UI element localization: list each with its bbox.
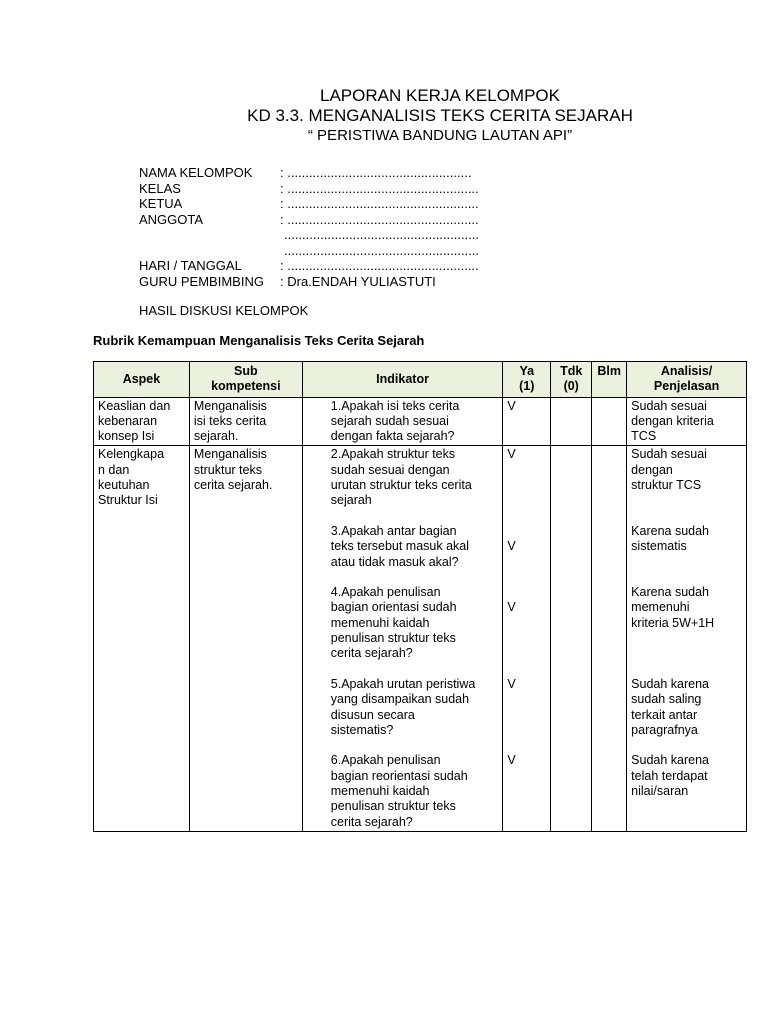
nama-kelompok-label: NAMA KELOMPOK	[139, 165, 253, 180]
blm-cell	[592, 446, 627, 831]
header-ya: Ya (1)	[503, 362, 551, 398]
guru-pembimbing-label: GURU PEMBIMBING	[139, 273, 264, 289]
table-header-row	[94, 362, 747, 398]
table-row	[94, 446, 747, 831]
ketua-field: : .....................................................	[280, 196, 479, 211]
blm-cell	[592, 397, 627, 446]
rubrik-title: Rubrik Kemampuan Menganalisis Teks Cerita Sejarah	[93, 333, 425, 348]
group-info-form	[139, 165, 479, 289]
document-title-block	[0, 86, 768, 146]
hasil-diskusi-heading: HASIL DISKUSI KELOMPOK	[139, 303, 309, 318]
aspek-cell: Kelengkapa n dan keutuhan Struktur Isi	[94, 446, 190, 831]
aspek-cell: Keaslian dan kebenaran konsep Isi	[94, 397, 190, 446]
table-row	[94, 397, 747, 446]
ya-cell: V	[503, 397, 551, 446]
title-line-2: KD 3.3. MENGANALISIS TEKS CERITA SEJARAH	[247, 106, 633, 125]
analisis-cell: Sudah sesuai dengan kriteria TCS	[627, 397, 747, 446]
indikator-cell: 2.Apakah struktur teks sudah sesuai dengan urutan struktur teks cerita sejarah 3.Apakah antar bagian teks tersebut masuk akal atau tidak masuk akal? 4.Apakah penulisan bagian orientasi sudah memenuhi kaidah penulisan struktur teks cerita sejarah? 5.Apakah urutan peristiwa yang disampaikan sudah disusun secara sistematis? 6.Apakah penulisan bagian reorientasi sudah memenuhi kaidah penulisan struktur teks cerita sejarah?	[302, 446, 503, 831]
header-indikator: Indikator	[302, 362, 503, 398]
rubric-table	[93, 361, 747, 832]
title-line-3: “ PERISTIWA BANDUNG LAUTAN API”	[307, 127, 573, 144]
anggota-label: ANGGOTA	[139, 211, 204, 227]
tdk-cell	[551, 397, 592, 446]
header-aspek: Aspek	[94, 362, 190, 398]
analisis-cell: Sudah sesuai dengan struktur TCS Karena sudah sistematis Karena sudah memenuhi kriteria 5W+1H Sudah karena sudah saling terkait antar paragrafnya Sudah karena telah terdapat nilai/saran	[627, 446, 747, 831]
sub-kompetensi-cell: Menganalisis isi teks cerita sejarah.	[189, 397, 302, 446]
ketua-label: KETUA	[139, 196, 183, 211]
hari-tanggal-label: HARI / TANGGAL	[139, 258, 242, 273]
guru-pembimbing-value: : Dra.ENDAH YULIASTUTI	[280, 273, 436, 289]
anggota-field-cont-2: ......................................................	[284, 242, 480, 258]
anggota-field: : .....................................................	[280, 211, 479, 227]
kelas-field: : .....................................................	[280, 180, 479, 196]
sub-kompetensi-cell: Menganalisis struktur teks cerita sejarah.	[189, 446, 302, 831]
tdk-cell	[551, 446, 592, 831]
header-tdk: Tdk (0)	[551, 362, 592, 398]
header-analisis: Analisis/ Penjelasan	[627, 362, 747, 398]
ya-cell: V V V V V	[503, 446, 551, 831]
header-sub-kompetensi: Sub kompetensi	[189, 362, 302, 398]
hari-tanggal-field: : .....................................................	[280, 258, 479, 273]
anggota-field-cont-1: ......................................................	[284, 227, 480, 242]
kelas-label: KELAS	[139, 180, 181, 196]
header-blm: Blm	[592, 362, 627, 398]
nama-kelompok-field: : ...................................................	[280, 165, 472, 180]
indikator-cell: 1.Apakah isi teks cerita sejarah sudah sesuai dengan fakta sejarah?	[302, 397, 503, 446]
title-line-1: LAPORAN KERJA KELOMPOK	[320, 86, 560, 105]
